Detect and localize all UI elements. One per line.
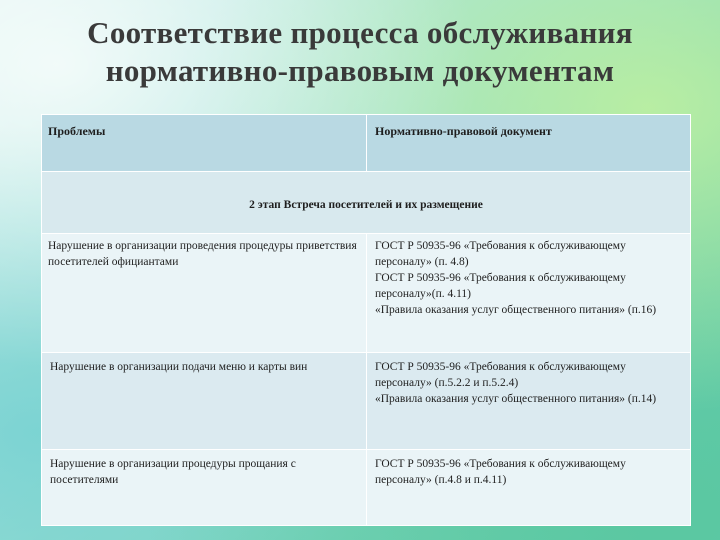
title-line-1: Соответствие процесса обслуживания [87, 15, 633, 50]
table-row [42, 353, 691, 450]
header-problems: Проблемы [42, 115, 367, 172]
table-row [42, 234, 691, 353]
stage-row [42, 172, 691, 234]
document-entry: «Правила оказания услуг общественного питания» (п.16) [375, 304, 657, 316]
problem-cell: Нарушение в организации подачи меню и карты вин [42, 353, 367, 450]
document-entry: ГОСТ Р 50935-96 «Требования к обслуживающему персоналу»(п. 4.11) [375, 272, 626, 300]
document-entry: ГОСТ Р 50935-96 «Требования к обслуживающему персоналу» (п.5.2.2 и п.5.2.4) [375, 361, 626, 389]
problem-cell: Нарушение в организации процедуры прощания с посетителями [42, 450, 367, 526]
table-row [42, 450, 691, 526]
documents-cell [367, 450, 691, 526]
header-document: Нормативно-правовой документ [367, 115, 691, 172]
compliance-table [41, 114, 691, 526]
document-entry: ГОСТ Р 50935-96 «Требования к обслуживающему персоналу» (п.4.8 и п.4.11) [375, 458, 626, 486]
page-title [40, 14, 680, 90]
document-entry: «Правила оказания услуг общественного питания» (п.14) [375, 393, 657, 405]
problem-cell: Нарушение в организации проведения процедуры приветствия посетителей официантами [42, 234, 367, 353]
title-line-2: нормативно-правовым документам [105, 53, 615, 88]
documents-cell [367, 234, 691, 353]
stage-label: 2 этап Встреча посетителей и их размещение [42, 172, 691, 234]
table-header-row [42, 115, 691, 172]
document-entry: ГОСТ Р 50935-96 «Требования к обслуживающему персоналу» (п. 4.8) [375, 240, 626, 268]
documents-cell [367, 353, 691, 450]
